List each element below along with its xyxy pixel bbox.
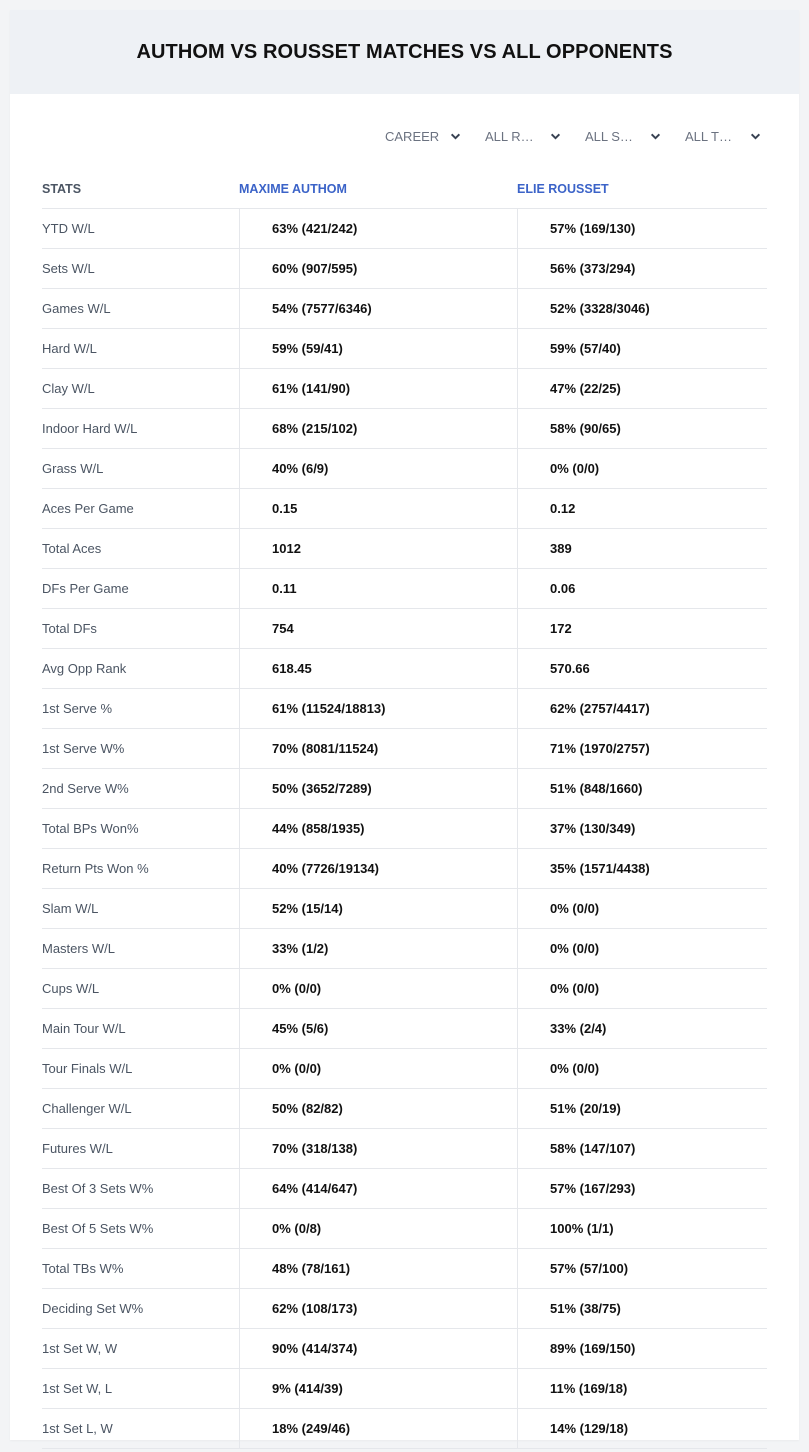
player2-value: 14% (129/18) <box>517 1409 767 1448</box>
stats-card <box>10 10 799 1440</box>
player1-value: 68% (215/102) <box>239 409 517 448</box>
table-row <box>42 689 767 729</box>
page-title: AUTHOM VS ROUSSET MATCHES VS ALL OPPONENTS <box>136 40 673 63</box>
filter-round-select[interactable] <box>465 125 565 147</box>
table-row <box>42 729 767 769</box>
stat-label: Total Aces <box>42 541 102 556</box>
table-row <box>42 609 767 649</box>
stat-label: 1st Serve % <box>42 701 113 716</box>
player1-value: 50% (82/82) <box>239 1089 517 1128</box>
player1-value: 0% (0/0) <box>239 1049 517 1088</box>
player1-value: 754 <box>239 609 517 648</box>
player1-value: 40% (7726/19134) <box>239 849 517 888</box>
stat-label: 1st Set W, W <box>42 1341 118 1356</box>
stat-label: Indoor Hard W/L <box>42 421 138 436</box>
stat-label: Deciding Set W% <box>42 1301 144 1316</box>
stat-label: DFs Per Game <box>42 581 129 596</box>
table-row <box>42 1169 767 1209</box>
player1-value: 60% (907/595) <box>239 249 517 288</box>
player1-value: 0% (0/8) <box>239 1209 517 1248</box>
table-row <box>42 449 767 489</box>
stat-label: Grass W/L <box>42 461 104 476</box>
table-row <box>42 1089 767 1129</box>
column-header-stats: STATS <box>42 182 82 196</box>
stat-label: 2nd Serve W% <box>42 781 129 796</box>
table-row <box>42 1009 767 1049</box>
player1-value: 0% (0/0) <box>239 969 517 1008</box>
filter-label: ALL S… <box>585 128 633 144</box>
table-row <box>42 809 767 849</box>
player2-value: 58% (90/65) <box>517 409 767 448</box>
player1-value: 9% (414/39) <box>239 1369 517 1408</box>
player2-value: 51% (848/1660) <box>517 769 767 808</box>
stat-label: Tour Finals W/L <box>42 1061 133 1076</box>
stat-label: 1st Set L, W <box>42 1421 113 1436</box>
player2-value: 0% (0/0) <box>517 449 767 488</box>
table-row <box>42 329 767 369</box>
player1-value: 54% (7577/6346) <box>239 289 517 328</box>
chevron-down-icon <box>550 131 561 142</box>
stat-label: 1st Set W, L <box>42 1381 113 1396</box>
table-row <box>42 849 767 889</box>
stat-label: Best Of 5 Sets W% <box>42 1221 154 1236</box>
player2-value: 0.06 <box>517 569 767 608</box>
stat-label: Slam W/L <box>42 901 99 916</box>
player2-value: 33% (2/4) <box>517 1009 767 1048</box>
player1-value: 90% (414/374) <box>239 1329 517 1368</box>
column-header-player1[interactable]: MAXIME AUTHOM <box>239 182 347 196</box>
player2-value: 570.66 <box>517 649 767 688</box>
player2-value: 56% (373/294) <box>517 249 767 288</box>
stat-label: Total BPs Won% <box>42 821 139 836</box>
table-row <box>42 489 767 529</box>
stat-label: Cups W/L <box>42 981 100 996</box>
stat-label: Challenger W/L <box>42 1101 132 1116</box>
filter-tournament-select[interactable] <box>665 125 765 147</box>
stat-label: Hard W/L <box>42 341 97 356</box>
table-row <box>42 409 767 449</box>
filter-label: CAREER <box>385 128 440 144</box>
player1-value: 33% (1/2) <box>239 929 517 968</box>
stat-label: Aces Per Game <box>42 501 134 516</box>
chevron-down-icon <box>650 131 661 142</box>
player1-value: 63% (421/242) <box>239 209 517 248</box>
player1-value: 18% (249/46) <box>239 1409 517 1448</box>
player2-value: 51% (38/75) <box>517 1289 767 1328</box>
table-row <box>42 369 767 409</box>
player1-value: 1012 <box>239 529 517 568</box>
stat-label: Total TBs W% <box>42 1261 124 1276</box>
player2-value: 35% (1571/4438) <box>517 849 767 888</box>
table-row <box>42 769 767 809</box>
table-row <box>42 969 767 1009</box>
table-body <box>42 209 767 1449</box>
card-header <box>10 10 799 94</box>
table-row <box>42 289 767 329</box>
stat-label: YTD W/L <box>42 221 95 236</box>
player1-value: 62% (108/173) <box>239 1289 517 1328</box>
player2-value: 47% (22/25) <box>517 369 767 408</box>
player2-value: 62% (2757/4417) <box>517 689 767 728</box>
player2-value: 11% (169/18) <box>517 1369 767 1408</box>
table-row <box>42 1129 767 1169</box>
stat-label: Games W/L <box>42 301 111 316</box>
filter-bar <box>365 125 765 147</box>
player1-value: 48% (78/161) <box>239 1249 517 1288</box>
table-row <box>42 1369 767 1409</box>
player1-value: 50% (3652/7289) <box>239 769 517 808</box>
player2-value: 57% (167/293) <box>517 1169 767 1208</box>
player2-value: 389 <box>517 529 767 568</box>
player1-value: 70% (318/138) <box>239 1129 517 1168</box>
player2-value: 71% (1970/2757) <box>517 729 767 768</box>
filter-label: ALL R… <box>485 128 534 144</box>
stat-label: Best Of 3 Sets W% <box>42 1181 154 1196</box>
player2-value: 100% (1/1) <box>517 1209 767 1248</box>
stat-label: Main Tour W/L <box>42 1021 126 1036</box>
filter-label: ALL T… <box>685 128 732 144</box>
player2-value: 58% (147/107) <box>517 1129 767 1168</box>
player2-value: 0% (0/0) <box>517 889 767 928</box>
stat-label: 1st Serve W% <box>42 741 125 756</box>
table-row <box>42 1209 767 1249</box>
player2-value: 51% (20/19) <box>517 1089 767 1128</box>
filter-career-select[interactable] <box>365 125 465 147</box>
table-row <box>42 1049 767 1089</box>
table-row <box>42 569 767 609</box>
player1-value: 40% (6/9) <box>239 449 517 488</box>
chevron-down-icon <box>450 131 461 142</box>
player2-value: 89% (169/150) <box>517 1329 767 1368</box>
player2-value: 57% (169/130) <box>517 209 767 248</box>
table-row <box>42 1289 767 1329</box>
stats-table <box>42 170 767 1449</box>
player1-value: 61% (141/90) <box>239 369 517 408</box>
player2-value: 0% (0/0) <box>517 969 767 1008</box>
table-row <box>42 929 767 969</box>
player2-value: 172 <box>517 609 767 648</box>
player1-value: 44% (858/1935) <box>239 809 517 848</box>
stat-label: Futures W/L <box>42 1141 113 1156</box>
table-row <box>42 529 767 569</box>
player1-value: 61% (11524/18813) <box>239 689 517 728</box>
table-row <box>42 649 767 689</box>
table-row <box>42 1409 767 1449</box>
table-row <box>42 1249 767 1289</box>
player1-value: 0.11 <box>239 569 517 608</box>
player1-value: 59% (59/41) <box>239 329 517 368</box>
player2-value: 0% (0/0) <box>517 1049 767 1088</box>
player1-value: 64% (414/647) <box>239 1169 517 1208</box>
stat-label: Clay W/L <box>42 381 95 396</box>
stat-label: Total DFs <box>42 621 97 636</box>
stat-label: Avg Opp Rank <box>42 661 127 676</box>
table-row <box>42 209 767 249</box>
table-row <box>42 889 767 929</box>
player2-value: 37% (130/349) <box>517 809 767 848</box>
player2-value: 52% (3328/3046) <box>517 289 767 328</box>
table-header <box>42 170 767 209</box>
table-row <box>42 249 767 289</box>
stat-label: Masters W/L <box>42 941 115 956</box>
player1-value: 618.45 <box>239 649 517 688</box>
chevron-down-icon <box>750 131 761 142</box>
player2-value: 0% (0/0) <box>517 929 767 968</box>
player1-value: 45% (5/6) <box>239 1009 517 1048</box>
column-header-player2[interactable]: ELIE ROUSSET <box>517 182 609 196</box>
player2-value: 57% (57/100) <box>517 1249 767 1288</box>
player1-value: 52% (15/14) <box>239 889 517 928</box>
player2-value: 59% (57/40) <box>517 329 767 368</box>
stat-label: Sets W/L <box>42 261 95 276</box>
table-row <box>42 1329 767 1369</box>
player2-value: 0.12 <box>517 489 767 528</box>
player1-value: 70% (8081/11524) <box>239 729 517 768</box>
stat-label: Return Pts Won % <box>42 861 149 876</box>
player1-value: 0.15 <box>239 489 517 528</box>
filter-surface-select[interactable] <box>565 125 665 147</box>
